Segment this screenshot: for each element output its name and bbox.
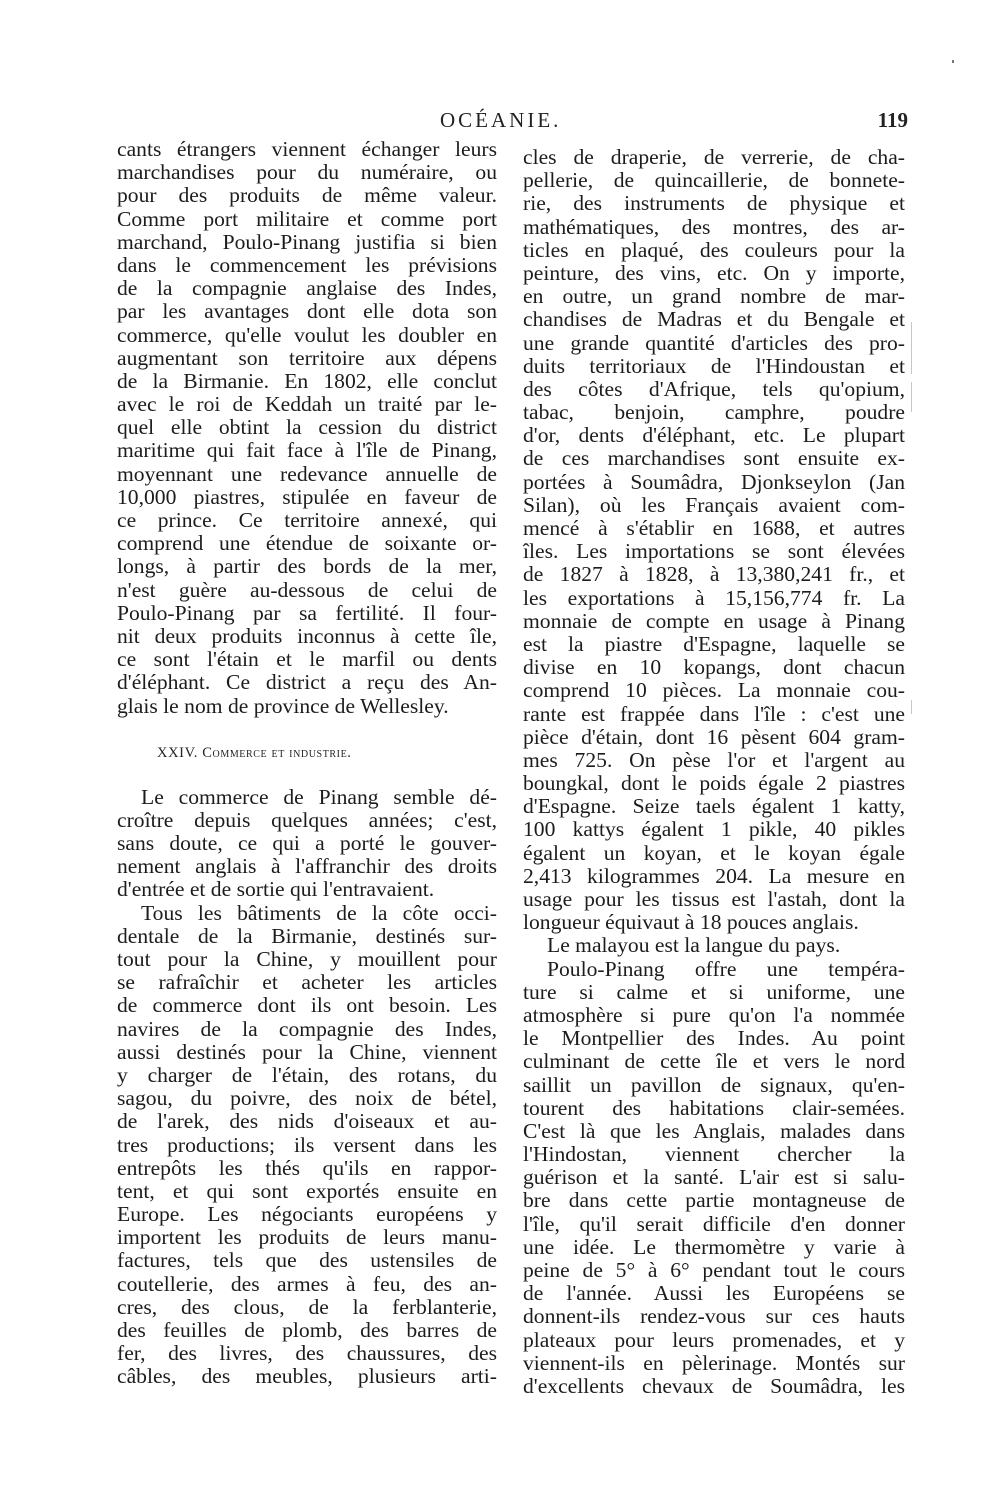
section-number: XXIV. xyxy=(157,744,198,761)
text-line: moyennant une redevance annuelle de xyxy=(117,462,497,486)
text-line: marchandises pour du numéraire, ou xyxy=(117,161,497,185)
text-line: importent les produits de leurs manu- xyxy=(117,1226,497,1250)
text-line: maritime qui fait face à l'île de Pinang, xyxy=(117,439,497,463)
text-line: nit deux produits inconnus à cette île, xyxy=(117,624,497,648)
text-line: cres, des clous, de la ferblanterie, xyxy=(117,1295,497,1319)
text-line: des côtes d'Afrique, tels qu'opium, xyxy=(523,377,905,401)
text-line: peine de 5° à 6° pendant tout le cours xyxy=(523,1259,905,1282)
text-line: sagou, du poivre, des noix de bétel, xyxy=(117,1087,497,1111)
text-line: plateaux pour leurs promenades, et y xyxy=(523,1328,905,1352)
text-line: dentale de la Birmanie, destinés sur- xyxy=(117,924,497,948)
text-line: comprend 10 pièces. La monnaie cou- xyxy=(523,679,905,703)
text-line: les exportations à 15,156,774 fr. La xyxy=(523,586,905,610)
text-line: Poulo-Pinang par sa fertilité. Il four- xyxy=(117,601,497,625)
text-line: avec le roi de Keddah un traité par le- xyxy=(117,393,497,417)
text-line: donnent-ils rendez-vous sur ces hauts xyxy=(523,1305,905,1329)
page-header xyxy=(440,108,908,138)
text-line: mencé à s'établir en 1688, et autres xyxy=(523,517,905,540)
text-line: monnaie de compte en usage à Pinang xyxy=(523,609,905,633)
text-line: divise en 10 kopangs, dont chacun xyxy=(523,656,905,680)
text-line: culminant de cette île et vers le nord xyxy=(523,1050,905,1074)
text-line: se rafraîchir et acheter les articles xyxy=(117,971,497,995)
text-line: 10,000 piastres, stipulée en faveur de xyxy=(117,485,497,509)
text-line: 100 kattys égalent 1 pikle, 40 pikles xyxy=(523,818,905,842)
text-line: de l'année. Aussi les Européens se xyxy=(523,1282,905,1306)
running-title: OCÉANIE. xyxy=(440,108,562,132)
text-line: pièce d'étain, dont 16 pèsent 604 gram- xyxy=(523,725,905,749)
text-line: d'Espagne. Seize taels égalent 1 katty, xyxy=(523,795,905,819)
section-heading xyxy=(117,738,497,768)
text-line: peinture, des vins, etc. On y importe, xyxy=(523,261,905,285)
text-line: par les avantages dont elle dota son xyxy=(117,300,497,324)
text-line: longs, à partir des bords de la mer, xyxy=(117,555,497,579)
margin-rule xyxy=(911,382,912,412)
text-line: aussi destinés pour la Chine, viennent xyxy=(117,1040,497,1064)
text-line: l'île, qu'il serait difficile d'en donner xyxy=(523,1212,905,1236)
text-line: cles de draperie, de verrerie, de cha- xyxy=(523,146,905,169)
paragraph-language xyxy=(523,934,905,957)
text-line: de l'arek, des nids d'oiseaux et au- xyxy=(117,1110,497,1134)
text-line: factures, tels que des ustensiles de xyxy=(117,1249,497,1273)
text-line: saillit un pavillon de signaux, qu'en- xyxy=(523,1073,905,1097)
text-line: dans le commencement les prévisions xyxy=(117,253,497,277)
text-line: Silan), où les Français avaient com- xyxy=(523,493,905,517)
text-line: ticles en plaqué, des couleurs pour la xyxy=(523,238,905,262)
text-line: longueur équivaut à 18 pouces anglais. xyxy=(523,911,859,935)
text-line: augmentant son territoire aux dépens xyxy=(117,346,497,370)
text-line: croître depuis quelques années; c'est, xyxy=(117,808,497,832)
text-line: duits territoriaux de l'Hindoustan et xyxy=(523,354,905,378)
text-line: sans doute, ce qui a porté le gouver- xyxy=(117,832,497,856)
left-column xyxy=(117,138,497,1389)
text-line: de ces marchandises sont ensuite ex- xyxy=(523,447,905,471)
text-line: ce sont l'étain et le marfil ou dents xyxy=(117,648,497,672)
text-line: guérison et la santé. L'air est si salu- xyxy=(523,1166,905,1190)
text-line: tres productions; ils versent dans les xyxy=(117,1133,497,1157)
text-line: de la compagnie anglaise des Indes, xyxy=(117,277,497,301)
text-line: bre dans cette partie montagneuse de xyxy=(523,1189,905,1213)
text-line: y charger de l'étain, des rotans, du xyxy=(117,1063,497,1087)
text-line: Comme port militaire et comme port xyxy=(117,207,497,231)
text-line: Le commerce de Pinang semble dé- xyxy=(141,785,497,809)
text-line: d'excellents chevaux de Soumâdra, les xyxy=(523,1374,905,1398)
text-line: des feuilles de plomb, des barres de xyxy=(117,1319,497,1342)
scan-speck xyxy=(952,60,954,63)
text-line: quel elle obtint la cession du district xyxy=(117,416,497,440)
text-line: Poulo-Pinang offre une tempéra- xyxy=(547,957,905,981)
text-line: boungkal, dont le poids égale 2 piastres xyxy=(523,772,905,796)
text-line: une grande quantité d'articles des pro- xyxy=(523,331,905,355)
text-line: l'Hindostan, viennent chercher la xyxy=(523,1143,905,1167)
paragraph-continuation xyxy=(117,138,497,718)
text-line: Europe. Les négociants européens y xyxy=(117,1203,497,1227)
text-line: ture si calme et si uniforme, une xyxy=(523,980,905,1004)
text-line: de la Birmanie. En 1802, elle conclut xyxy=(117,369,497,393)
text-line: comprend une étendue de soixante or- xyxy=(117,532,497,556)
text-line: en outre, un grand nombre de mar- xyxy=(523,285,905,309)
text-line: rante est frappée dans l'île : c'est une xyxy=(523,702,905,726)
text-line: C'est là que les Anglais, malades dans xyxy=(523,1119,905,1143)
text-line: tourent des habitations clair-semées. xyxy=(523,1096,905,1120)
text-line: pour des produits de même valeur. xyxy=(117,184,497,208)
paragraph-commerce-decline xyxy=(117,786,497,902)
text-line: n'est guère au-dessous de celui de xyxy=(117,578,497,602)
text-line: d'éléphant. Ce district a reçu des An- xyxy=(117,671,497,695)
text-line: 2,413 kilogrammes 204. La mesure en xyxy=(523,864,905,888)
text-line: glais le nom de province de Wellesley. xyxy=(117,694,449,718)
text-line: tent, et qui sont exportés ensuite en xyxy=(117,1179,497,1203)
text-line: commerce, qu'elle voulut les doubler en xyxy=(117,323,497,347)
text-line: îles. Les importations se sont élevées xyxy=(523,540,905,564)
text-line: une idée. Le thermomètre y varie à xyxy=(523,1235,905,1259)
text-line: portées à Soumâdra, Djonkseylon (Jan xyxy=(523,470,905,494)
margin-rule xyxy=(911,322,912,374)
text-line: pellerie, de quincaillerie, de bonnete- xyxy=(523,169,905,193)
text-line: chandises de Madras et du Bengale et xyxy=(523,308,905,332)
text-line: Le malayou est la langue du pays. xyxy=(547,934,841,958)
text-line: entrepôts les thés qu'ils en rappor- xyxy=(117,1156,497,1180)
right-column xyxy=(523,146,905,1398)
text-line: ce prince. Ce territoire annexé, qui xyxy=(117,509,497,532)
text-line: cants étrangers viennent échanger leurs xyxy=(117,138,497,161)
text-line: tabac, benjoin, camphre, poudre xyxy=(523,401,905,425)
text-line: câbles, des meubles, plusieurs arti- xyxy=(117,1365,497,1389)
text-line: marchand, Poulo-Pinang justifia si bien xyxy=(117,230,497,254)
paragraph-imports xyxy=(523,146,905,934)
text-line: égalent un koyan, et le koyan égale xyxy=(523,841,905,865)
paragraph-shipping-trade xyxy=(117,902,497,1389)
text-line: atmosphère si pure qu'on l'a nommée xyxy=(523,1003,905,1027)
text-line: de commerce dont ils ont besoin. Les xyxy=(117,994,497,1018)
text-line: viennent-ils en pèlerinage. Montés sur xyxy=(523,1351,905,1375)
text-line: mes 725. On pèse l'or et l'argent au xyxy=(523,748,905,772)
text-line: mathématiques, des montres, des ar- xyxy=(523,215,905,239)
text-line: est la piastre d'Espagne, laquelle se xyxy=(523,632,905,656)
text-line: de 1827 à 1828, à 13,380,241 fr., et xyxy=(523,563,905,587)
text-line: d'entrée et de sortie qui l'entravaient. xyxy=(117,878,435,902)
text-line: rie, des instruments de physique et xyxy=(523,192,905,216)
text-line: coutellerie, des armes à feu, des an- xyxy=(117,1272,497,1296)
text-line: navires de la compagnie des Indes, xyxy=(117,1017,497,1041)
section-title: Commerce et industrie. xyxy=(202,744,352,761)
page-number: 119 xyxy=(877,108,908,132)
text-line: tout pour la Chine, y mouillent pour xyxy=(117,948,497,971)
paragraph-climate xyxy=(523,958,905,1399)
text-line: nement anglais à l'affranchir des droits xyxy=(117,855,497,879)
text-line: Tous les bâtiments de la côte occi- xyxy=(141,901,497,925)
margin-rule xyxy=(911,700,912,714)
text-line: usage pour les tissus est l'astah, dont la xyxy=(523,888,905,911)
text-line: le Montpellier des Indes. Au point xyxy=(523,1027,905,1051)
text-line: d'or, dents d'éléphant, etc. Le plupart xyxy=(523,424,905,448)
text-line: fer, des livres, des chaussures, des xyxy=(117,1342,497,1366)
